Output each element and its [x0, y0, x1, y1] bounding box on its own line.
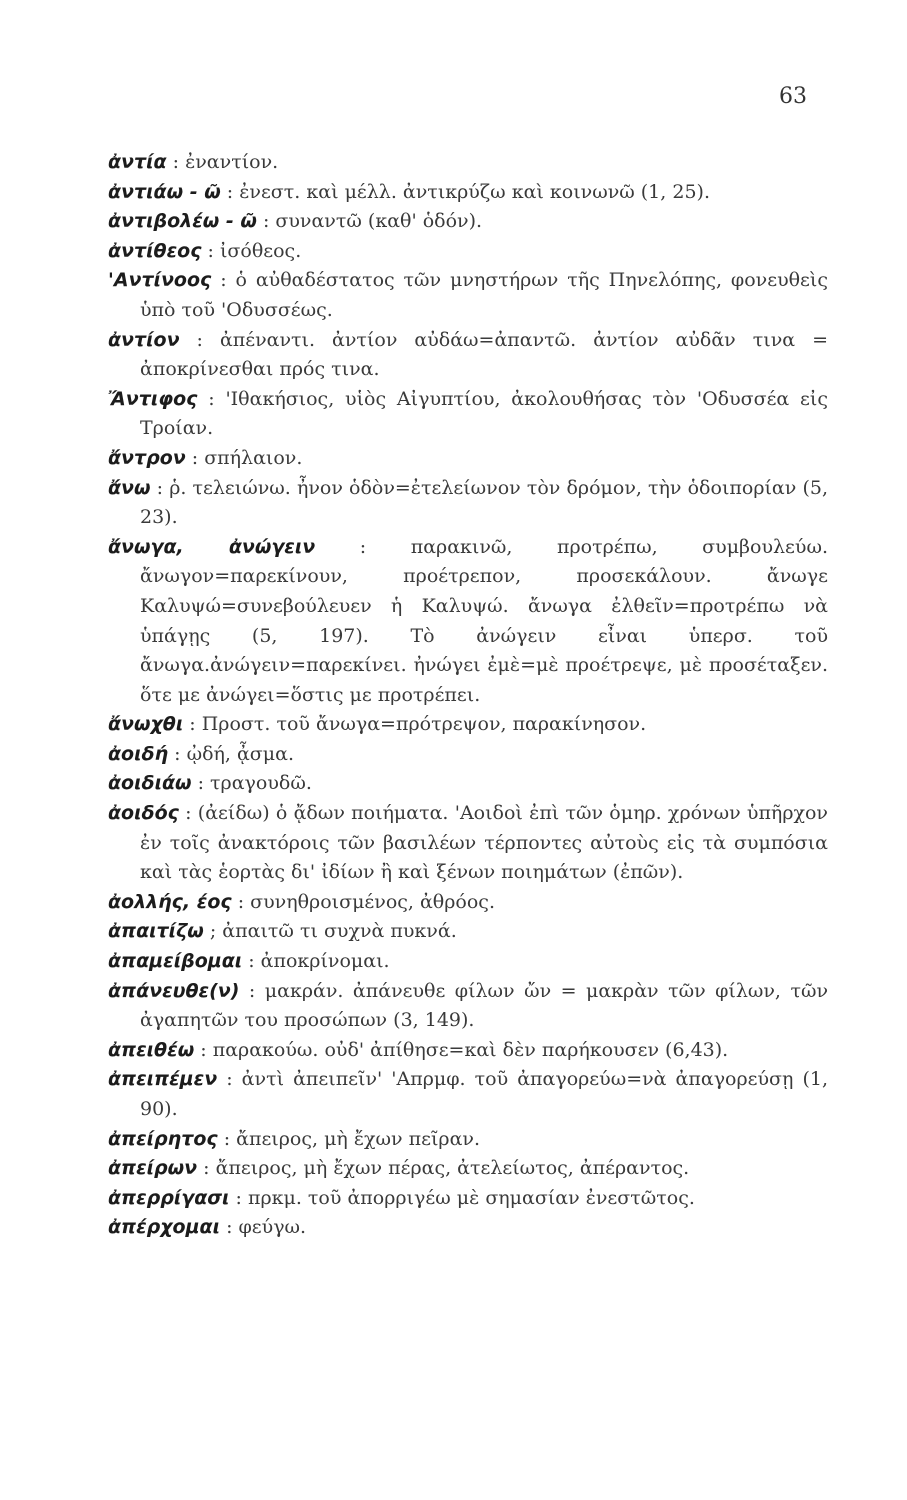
entry [108, 385, 828, 444]
headword: ἀπείρητος [108, 1127, 218, 1150]
definition: : ἰσόθεος. [207, 239, 302, 262]
entry [108, 1154, 828, 1184]
entry [108, 769, 828, 799]
headword: ἀοιδιάω [108, 772, 192, 795]
entry [108, 888, 828, 918]
definition: : 'Ιθακήσιος, υἱὸς Αἰγυπτίου, ἀκολουθήσας τὸν 'Οδυσσέα εἰς Τροίαν. [140, 387, 828, 440]
entry [108, 1213, 828, 1243]
definition: : παρακούω. οὐδ' ἀπίθησε=καὶ δὲν παρήκουσεν (6,43). [200, 1038, 729, 1061]
headword: ἀπάνευθε(ν) [108, 979, 240, 1002]
headword: ἀπαμείβομαι [108, 950, 243, 973]
entry [108, 799, 828, 888]
page-number: 63 [779, 84, 807, 109]
definition: : συναντῶ (καθ' ὁδόν). [262, 210, 483, 233]
entry [108, 266, 828, 325]
definition: : πρκμ. τοῦ ἀπορριγέω μὲ σημασίαν ἐνεστῶτος. [235, 1186, 695, 1209]
entry [108, 710, 828, 740]
definition: : μακράν. ἀπάνευθε φίλων ὤν = μακρὰν τῶν φίλων, τῶν ἀγαπητῶν του προσώπων (3, 149). [140, 979, 829, 1032]
definition: : τραγουδῶ. [197, 772, 312, 795]
definition: : ῥ. τελειώνω. ἦνον ὁδὸν=ἐτελείωνον τὸν δρόμον, τὴν ὁδοιπορίαν (5, 23). [140, 476, 828, 529]
headword: ἀοιδή [108, 742, 169, 765]
entry [108, 237, 828, 267]
entry [108, 533, 828, 711]
headword: 'Αντίνοος [108, 269, 212, 292]
definition: : ἐνεστ. καὶ μέλλ. ἀντικρύζω καὶ κοινωνῶ (1, 25). [226, 180, 710, 203]
headword: ἀολλής, έος [108, 890, 232, 913]
entry [108, 740, 828, 770]
definition: : Προστ. τοῦ ἄνωγα=πρότρεψον, παρακίνησον. [189, 713, 647, 736]
definition: : ἀπέναντι. ἀντίον αὐδάω=ἀπαντῶ. ἀντίον αὐδᾶν τινα = ἀποκρίνεσθαι πρός τινα. [140, 328, 829, 381]
entry [108, 444, 828, 474]
headword: ἀπειπέμεν [108, 1068, 218, 1091]
definition: : ἐναντίον. [172, 151, 279, 173]
headword: ἀπείρων [108, 1157, 198, 1180]
headword: ἄνωγα, ἀνώγειν [108, 535, 316, 558]
entry [108, 917, 828, 947]
entry [108, 326, 828, 385]
entry-list [108, 148, 828, 1243]
headword: ἀντίον [108, 328, 180, 351]
definition: : ὁ αὐθαδέστατος τῶν μνηστήρων τῆς Πηνελόπης, φονευθεὶς ὑπὸ τοῦ 'Οδυσσέως. [140, 269, 828, 321]
headword: ἀντιάω - ῶ [108, 180, 221, 203]
entry [108, 178, 828, 208]
headword: ἀπέρχομαι [108, 1216, 221, 1239]
definition: : ᾠδή, ᾆσμα. [174, 742, 294, 765]
headword: ἀντιβολέω - ῶ [108, 210, 257, 233]
headword: ἀοιδός [108, 802, 179, 825]
entry [108, 977, 828, 1036]
definition: : (ἀείδω) ὁ ᾄδων ποιήματα. 'Αοιδοὶ ἐπὶ τῶν ὁμηρ. χρόνων ὑπῆρχον ἐν τοῖς ἀνακτόροις τῶν βασιλέων τέρποντες αὐτοὺς εἰς τὰ συμπόσια καὶ τὰς ἑορτὰς δι' ἰδίων ἢ καὶ ξένων ποιημάτων (ἐπῶν). [140, 802, 828, 884]
entry [108, 1065, 828, 1124]
headword: ἀπερρίγασι [108, 1186, 230, 1209]
entry [108, 148, 828, 178]
headword: ἀπαιτίζω [108, 920, 204, 943]
entry [108, 1184, 828, 1214]
headword: ἄντρον [108, 446, 186, 469]
definition: : ἄπειρος, μὴ ἔχων πέρας, ἀτελείωτος, ἀπέραντος. [203, 1157, 690, 1180]
headword: ἀντίθεος [108, 239, 202, 262]
definition: : συνηθροισμένος, ἀθρόος. [237, 890, 495, 913]
definition: : ἀποκρίνομαι. [248, 950, 390, 973]
headword: ἄνω [108, 476, 151, 499]
definition: : φεύγω. [226, 1216, 307, 1239]
definition: : ἀντὶ ἀπειπεῖν' 'Απρμφ. τοῦ ἀπαγορεύω=νὰ ἀπαγορεύσῃ (1, 90). [140, 1068, 828, 1120]
entry [108, 947, 828, 977]
entry [108, 1036, 828, 1066]
headword: ἀντία [108, 151, 167, 173]
headword: Ἄντιφος [108, 387, 198, 410]
entry [108, 474, 828, 533]
definition: : παρακινῶ, προτρέπω, συμβουλεύω. ἄνωγον=παρεκίνουν, προέτρεπον, προσεκάλουν. ἄνωγε Καλυψώ=συνεβούλευεν ἡ Καλυψώ. ἄνωγα ἐλθεῖν=προτρέπω νὰ ὑπάγῃς (5, 197). Τὸ ἀνώγειν εἶναι ὑπερσ. τοῦ ἄνωγα.ἀνώγειν=παρεκίνει. ἠνώγει ἐμὲ=μὲ προέτρεψε, μὲ προσέταξεν. ὅτε με ἀνώγει=ὅστις με προτρέπει. [140, 535, 828, 706]
definition: : σπήλαιον. [191, 446, 303, 469]
headword: ἄνωχθι [108, 713, 184, 736]
headword: ἀπειθέω [108, 1038, 195, 1061]
entry [108, 1125, 828, 1155]
definition: ; ἀπαιτῶ τι συχνὰ πυκνά. [209, 920, 457, 943]
entry [108, 207, 828, 237]
definition: : ἄπειρος, μὴ ἔχων πεῖραν. [223, 1127, 481, 1150]
